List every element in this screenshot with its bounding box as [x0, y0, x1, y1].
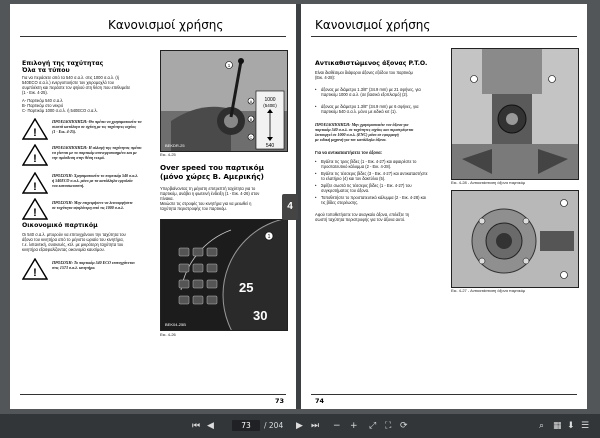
- section-heading: Επιλογή της ταχύτητας: [22, 60, 104, 67]
- grid-view-icon[interactable]: ▦: [553, 421, 562, 431]
- figure-caption: Εικ. 4-25: [160, 152, 176, 157]
- section-heading: Over speed του παρτικόμ: [160, 163, 264, 172]
- lever-label-1000: 1000: [264, 97, 276, 103]
- section-heading: Οικονομικό παρτικόμ: [22, 222, 98, 229]
- footer-rule: [20, 394, 286, 395]
- svg-text:!: !: [33, 181, 37, 193]
- warning-icon: [22, 118, 48, 140]
- lever-label-540e: (540E): [263, 103, 277, 108]
- footer-rule: [311, 394, 577, 395]
- next-page-icon[interactable]: ▶: [296, 421, 303, 431]
- zoom-in-icon[interactable]: +: [350, 421, 358, 431]
- current-page-input[interactable]: 73: [232, 420, 260, 431]
- total-pages: / 204: [264, 421, 284, 430]
- viewer-toolbar: [0, 414, 600, 438]
- header-rule: [311, 36, 577, 37]
- lever-label-540: 540: [265, 143, 275, 149]
- section-subheading: Όλα τα τύπου: [22, 67, 70, 74]
- search-icon[interactable]: ⌕: [539, 421, 545, 431]
- lever-label-b: B: [249, 117, 253, 122]
- warning-icon: [22, 258, 48, 280]
- figure-caption: Εικ. 4-27 - Αντικατάσταση άξονα παρτικόμ: [451, 288, 526, 293]
- zoom-out-icon[interactable]: −: [333, 421, 341, 431]
- svg-text:!: !: [33, 127, 37, 139]
- figure-code: BEKDR-25: [165, 143, 185, 148]
- section-subheading: (μόνο χώρες Β. Αμερικής): [160, 172, 264, 181]
- section-heading: Αντικαθιστώμενος άξονας P.T.O.: [315, 60, 428, 67]
- svg-text:!: !: [33, 207, 37, 219]
- page-title: Κανονισμοί χρήσης: [108, 18, 224, 32]
- chapter-tab: 4: [282, 194, 298, 220]
- procedure-heading: Για να αντικαταστήσετε τον άξονα:: [315, 150, 383, 155]
- download-icon[interactable]: ⬇: [567, 421, 575, 431]
- warning-icon: [22, 172, 48, 194]
- shaft-replacement-figure: [451, 190, 579, 288]
- instrument-cluster-figure: [160, 219, 288, 331]
- lever-label-a: A: [249, 99, 253, 104]
- menu-icon[interactable]: ☰: [581, 421, 590, 431]
- previous-page-icon[interactable]: ◀: [207, 421, 214, 431]
- svg-text:!: !: [33, 153, 37, 165]
- right-page: Κανονισμοί χρήσης Αντικαθιστώμενος άξονας P.T.O. Είναι διαθέσιμοι διάφοροι άξονες εξόδου του παρτικόμ (Εικ. 4-28): • άξονας με διάμετρο 1.3/8" (34.9 mm) με 21 σφήνες, για παρτικόμ 1000 σ.α.λ. (σε βασικό εξοπλισμό) (2). • άξονας με διάμετρο 1.3/8" (34.9 mm) με 6 σφήνες, για παρτικόμ 540 σ.α.λ. μόνο με ειδικό κιτ (1). ΠΡΟΕΙΔΟΠΟΙΗΣΗ: Μην χρησιμοποιείτε τον άξονα για παρτικόμ 540 σ.α.λ. σε ταχύτητες ισχύος και περιστρέφεται λειτουργεί σε 1000 σ.α.λ. (ENC) μόνο σε εφαρμογή με ειδική μηχανή για τον κατάλληλο άξονα. Για να αντικαταστήσετε τον άξονα: • Βγάλτε τις τρεις βίδες (1 - Εικ. 4-27) και αφαιρέστε το προστατευτικό κάλυμμα (2 - Εικ. 4-28). • Βγάλτε τις τέσσερις βίδες (3 - Εικ. 4-27) και αντικαταστήστε το ελατήριο (4) και τον δακτύλιο (5). • Σφίξτε σωστά τις τέσσερις βίδες (1 - Εικ. 4-27) του συγκροτήματος του άξονα. • Τοποθετήστε το προστατευτικό κάλυμμα (2 - Εικ. 4-28) και τις βίδες στερέωσης. Αφού τοποθετήσετε τον αναγκαίο άξονα, επιλέξτε τη σωστή ταχύτητα περιστροφής για τον άξονα αυτό. Εικ. 4-28 - Αντικατάσταση άξονα παρτικόμ Εικ. 4-27 - Αντικατάσταση άξονα παρτικόμ 74: [301, 4, 587, 409]
- header-rule: [20, 36, 286, 37]
- first-page-icon[interactable]: ⏮: [192, 421, 201, 431]
- cluster-reading-25: 25: [239, 280, 254, 295]
- cluster-callout: 1: [267, 234, 271, 240]
- cluster-reading-30: 30: [253, 308, 268, 323]
- warning-icon: [22, 144, 48, 166]
- page-number: 74: [315, 397, 325, 405]
- svg-text:!: !: [33, 267, 37, 279]
- figure-caption: Εικ. 4-28 - Αντικατάσταση άξονα παρτικόμ: [451, 180, 526, 185]
- warning-icon: [22, 198, 48, 220]
- figure-code: BEK04-25B: [165, 322, 186, 327]
- lever-figure: [160, 50, 288, 152]
- page-title: Κανονισμοί χρήσης: [315, 18, 431, 32]
- left-page: Κανονισμοί χρήσης Επιλογή της ταχύτητας Όλα τα τύπου Για να περάσετε από τα 540 σ.α.λ. στις 1000 σ.α.λ. (ή 540ECO σ.α.λ.) ενεργοποιήστε τον χειρομοχλό του συμπλέκτη και περάστε τον ψηλού στη θέση που επιθυμείτε (1 - Εικ. 4-25). A- Παρτικόμ 540 σ.α.λ. B- Παρτικόμ στο νεκρό C- Παρτικόμ 1000 σ.α.λ. ή 540ECO σ.α.λ. ! ΠΡΟΕΙΔΟΠΟΙΗΣΗ: Θα πρέπει να χρησιμοποιείτε τα σωστά κατάλογα σε σχέση με τις ταχύτητες ισχύος (1 - Εικ. 4-25). ! ΠΡΟΕΙΔΟΠΟΙΗΣΗ: Η αλλαγή της ταχύτητας πρέπει να γίνεται με το παρτικόμ απενεργοποιημένο και με την πρόσδεση στην θέση νεκρό. ! ΠΡΟΣΟΧΗ: Χρησιμοποιείτε το παρτικόμ 540 σ.α.λ. ή 540ECO σ.α.λ. μόνο με τα κατάλληλα εργαλεία του κατασκευαστή. ! ΠΡΟΣΟΧΗ: Μην επιχειρήσετε να λειτουργήσετε σε ταχύτητα υψηλότερη από τις 1000 σ.α.λ. Οικονομικό παρτικόμ Οι 540 σ.α.λ. μπορούν να επιτυγχάνουν την ταχύτητα του άξονα του κινητήρα από το μέγιστο ωριαίο του κινητήρα, τ.ε. λιπαντική, συσκευές, κτλ. με μικρότερη ταχύτητα του κινητήρα εξασφαλίζοντας οικονομία καυσίμου. ! ΠΡΟΣΟΧΗ: Το παρτικόμ 540 ECO επιτυγχάνεται στις 1573 σ.α.λ. κινητήρα. 1000 (540E) 540 A B C 1 BEKDR-25 Εικ. 4-25 Over speed του παρτικόμ (μόνο χώρες Β. Αμερικής) Υπερβαίνοντας τη μέγιστη επιτρεπτή ταχύτητα για το παρτικόμ, ανάβει η φωτεινή ένδειξη (1 - Εικ. 4-26) στον πίνακα. Μειώστε τις στροφές του κινητήρα για να μειωθεί η ταχύτητα περιστροφής του παρτικόμ. 25 30 1 BEK04-25B Εικ. 4-26 73: [10, 4, 296, 409]
- fit-page-icon[interactable]: ⤢: [369, 421, 377, 431]
- rotate-icon[interactable]: ⟳: [400, 421, 408, 431]
- pto-shaft-figure: [451, 48, 579, 180]
- lever-callout: 1: [227, 63, 231, 68]
- fullscreen-icon[interactable]: ⛶: [385, 421, 392, 431]
- page-number: 73: [274, 397, 284, 405]
- figure-caption: Εικ. 4-26: [160, 332, 176, 337]
- lever-label-c: C: [249, 135, 253, 140]
- last-page-icon[interactable]: ⏭: [311, 421, 320, 431]
